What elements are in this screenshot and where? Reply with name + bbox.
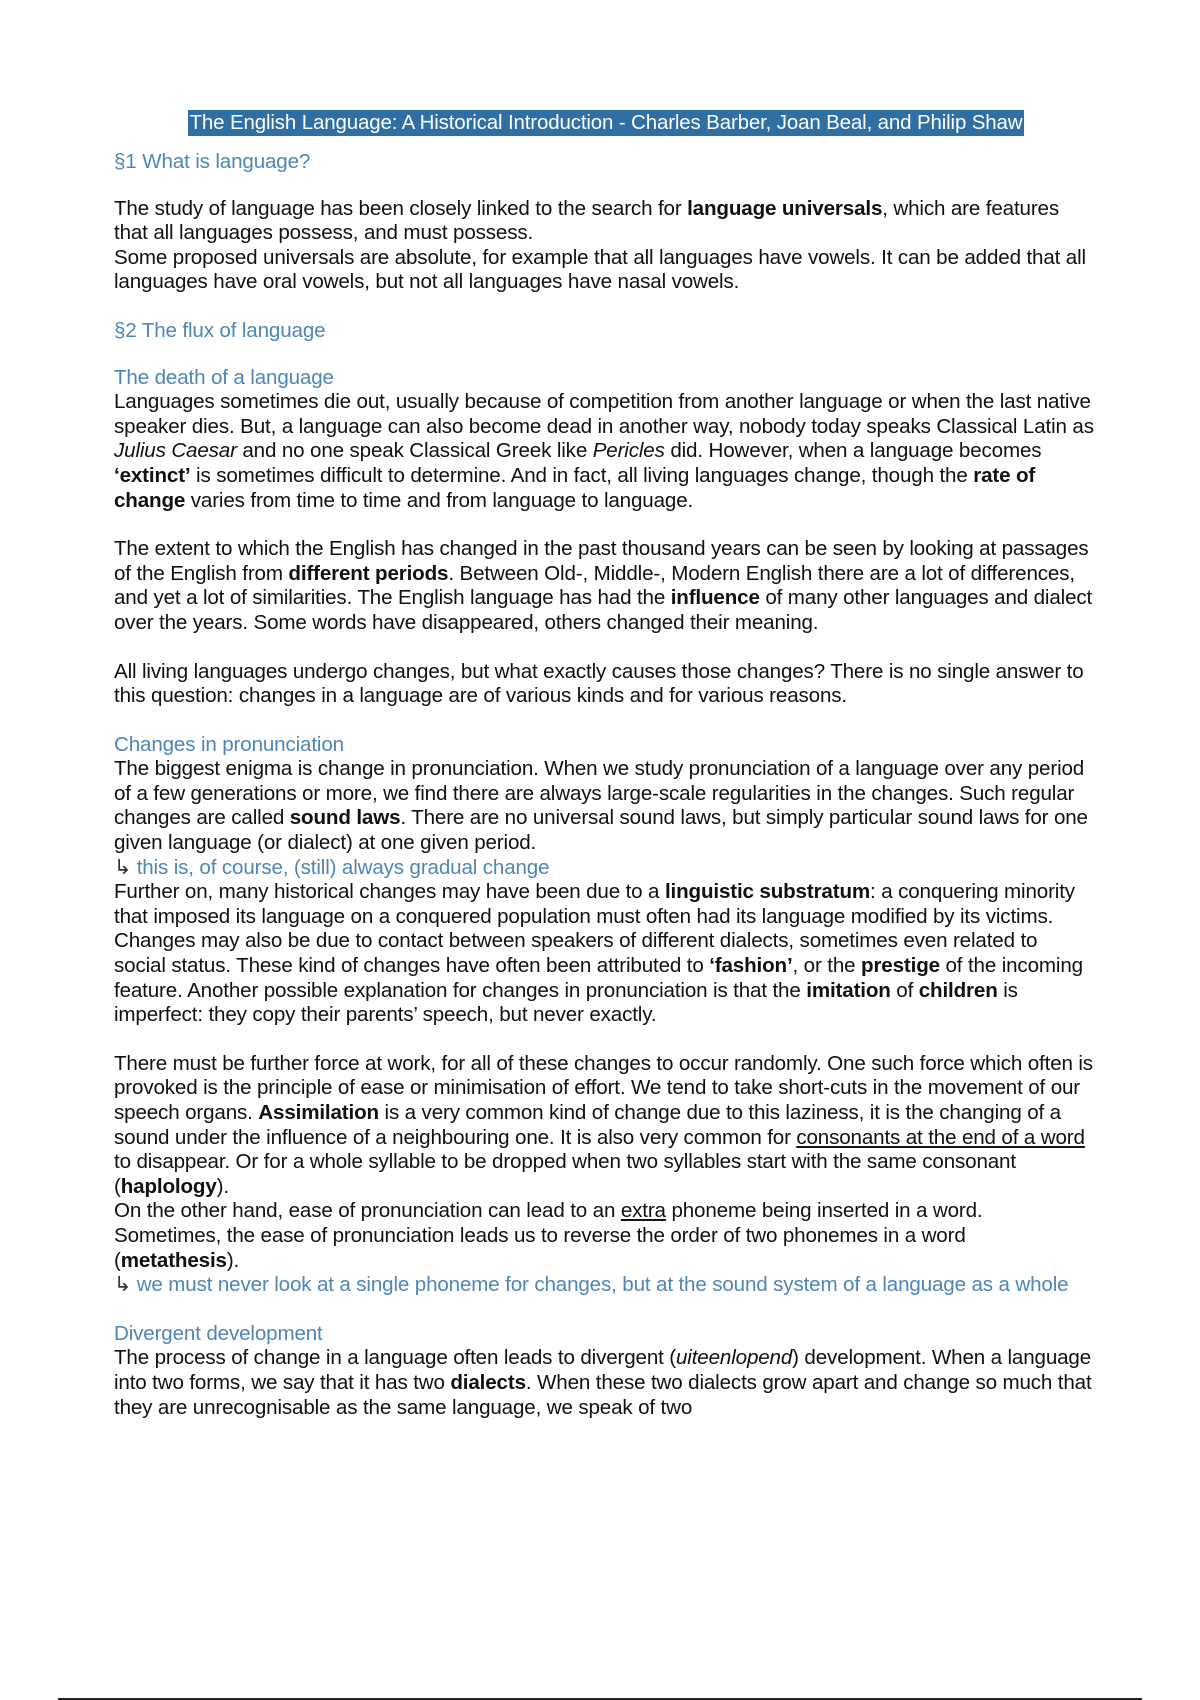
text-run: The extent to which the English has changed in the past thousand years can be seen by looking at passages of the English from bbox=[114, 537, 1089, 585]
text-run: Further on, many historical changes may have been due to a bbox=[114, 880, 665, 904]
divergent-paragraph-1 bbox=[114, 1346, 1094, 1420]
death-paragraph-3: All living languages undergo changes, but what exactly causes those changes? There is no single answer to this question: changes in a language are of various kinds and for various reasons. bbox=[114, 659, 1084, 708]
subheading-divergent-development: Divergent development bbox=[114, 1321, 323, 1345]
pron-paragraph-2 bbox=[114, 880, 1094, 1028]
text-run: of many other languages and dialect over the years. Some words have disappeared, others changed their meaning. bbox=[114, 586, 1093, 634]
text-run: phoneme being inserted in a word. Sometimes, the ease of pronunciation leads us to reverse the order of two phonemes in a word ( bbox=[114, 1199, 983, 1272]
death-paragraph-1 bbox=[114, 390, 1094, 513]
text-run: ). bbox=[226, 1248, 240, 1272]
bold-term: sound laws bbox=[289, 806, 401, 830]
text-run: There must be further force at work, for all of these changes to occur randomly. One such force which often is provoked is the principle of ease or minimisation of effort. We tend to take short-cuts in the movement of our speech organs. bbox=[114, 1051, 1093, 1124]
text-run: of the incoming feature. Another possible explanation for changes in pronunciation is that the bbox=[114, 954, 1083, 1002]
underlined-term: consonants at the end of a word bbox=[796, 1125, 1085, 1149]
s1-paragraph-2: Some proposed universals are absolute, for example that all languages have vowels. It can be added that all languages have oral vowels, but not all languages have nasal vowels. bbox=[114, 245, 1086, 294]
pron-paragraph-3 bbox=[114, 1052, 1094, 1200]
text-run: On the other hand, ease of pronunciation can lead to an bbox=[114, 1199, 621, 1223]
return-arrow-icon: ↳ bbox=[114, 855, 132, 879]
text-run: . Between Old-, Middle-, Modern English there are a lot of differences, and yet a lot of similarities. The English language has had the bbox=[114, 561, 1075, 610]
text-run: is sometimes difficult to determine. And in fact, all living languages change, though the bbox=[190, 463, 974, 487]
document-body bbox=[114, 110, 1094, 1420]
text-run: The study of language has been closely linked to the search for bbox=[114, 196, 688, 220]
bold-term: children bbox=[918, 978, 998, 1002]
text-run: The biggest enigma is change in pronunciation. When we study pronunciation of a language over any period of a few generations or more, we find there are always large-scale regularities in the changes. Such regular changes are called bbox=[114, 757, 1085, 830]
bold-term: ‘extinct’ bbox=[114, 463, 191, 487]
text-run: of bbox=[890, 978, 919, 1002]
subheading-changes-in-pronunciation: Changes in pronunciation bbox=[114, 732, 344, 756]
document-title[interactable]: The English Language: A Historical Introduction - Charles Barber, Joan Beal, and Philip Shaw bbox=[189, 111, 1023, 134]
bold-term: metathesis bbox=[120, 1248, 227, 1272]
text-run: and no one speak Classical Greek like bbox=[236, 439, 593, 463]
text-run: , which are features that all languages possess, and must possess. bbox=[114, 196, 1059, 245]
bold-term: rate of change bbox=[114, 463, 1036, 512]
bold-term: influence bbox=[670, 586, 760, 610]
text-run: is imperfect: they copy their parents’ speech, but never exactly. bbox=[114, 978, 1018, 1027]
bold-term: linguistic substratum bbox=[664, 880, 871, 904]
text-run: is a very common kind of change due to this laziness, it is the changing of a sound under the influence of a neighbouring one. It is also very common for bbox=[114, 1101, 1061, 1149]
text-run: , or the bbox=[792, 954, 862, 978]
text-run: did. However, when a language becomes bbox=[664, 439, 1042, 463]
text-run: to disappear. Or for a whole syllable to be dropped when two syllables start with the same consonant ( bbox=[114, 1150, 1016, 1198]
pron-note-1 bbox=[114, 856, 1094, 881]
bold-term: haplology bbox=[120, 1174, 217, 1198]
pron-paragraph-1 bbox=[114, 757, 1094, 855]
section-1-heading: §1 What is language? bbox=[114, 150, 311, 173]
subheading-death-of-language: The death of a language bbox=[114, 365, 334, 389]
bold-term: language universals bbox=[687, 196, 883, 220]
text-run: Languages sometimes die out, usually because of competition from another language or when the last native speaker dies. But, a language can also become dead in another way, nobody today speaks Classical Latin as bbox=[114, 390, 1094, 438]
text-run: varies from time to time and from language to language. bbox=[185, 488, 694, 512]
return-arrow-icon: ↳ bbox=[114, 1273, 132, 1297]
section-2-heading: §2 The flux of language bbox=[114, 318, 326, 342]
text-run: . When these two dialects grow apart and change so much that they are unrecognisable as the same language, we speak of two bbox=[114, 1370, 1092, 1419]
underlined-term: extra bbox=[620, 1199, 666, 1223]
bold-term: different periods bbox=[288, 561, 449, 585]
text-run: The process of change in a language often leads to divergent ( bbox=[114, 1346, 676, 1370]
note-text: this is, of course, (still) always gradual change bbox=[136, 855, 550, 879]
text-run: : a conquering minority that imposed its language on a conquered population must often had its language modified by its victims. Changes may also be due to contact between speakers of different dialects, sometimes even related to social status. These kind of changes have often been attributed to bbox=[114, 880, 1075, 978]
title-row bbox=[114, 110, 1094, 136]
bold-term: Assimilation bbox=[258, 1101, 379, 1124]
bold-term: prestige bbox=[861, 954, 940, 978]
s1-paragraph-1 bbox=[114, 197, 1094, 246]
italic-term: Pericles bbox=[592, 439, 665, 463]
text-run: ). bbox=[216, 1174, 229, 1198]
note-text: we must never look at a single phoneme for changes, but at the sound system of a language as a whole bbox=[136, 1273, 1069, 1297]
pron-note-2 bbox=[114, 1273, 1094, 1298]
pron-paragraph-4 bbox=[114, 1199, 1094, 1273]
text-run: . There are no universal sound laws, but simply particular sound laws for one given language (or dialect) at one given period. bbox=[114, 806, 1088, 855]
bold-term: dialects bbox=[450, 1370, 526, 1394]
italic-term: Julius Caesar bbox=[114, 439, 237, 463]
text-run: ) development. When a language into two forms, we say that it has two bbox=[114, 1346, 1092, 1394]
italic-term: uiteenlopend bbox=[676, 1346, 793, 1370]
bold-term: imitation bbox=[806, 978, 891, 1002]
death-paragraph-2 bbox=[114, 537, 1094, 635]
bold-term: ‘fashion’ bbox=[709, 954, 793, 978]
